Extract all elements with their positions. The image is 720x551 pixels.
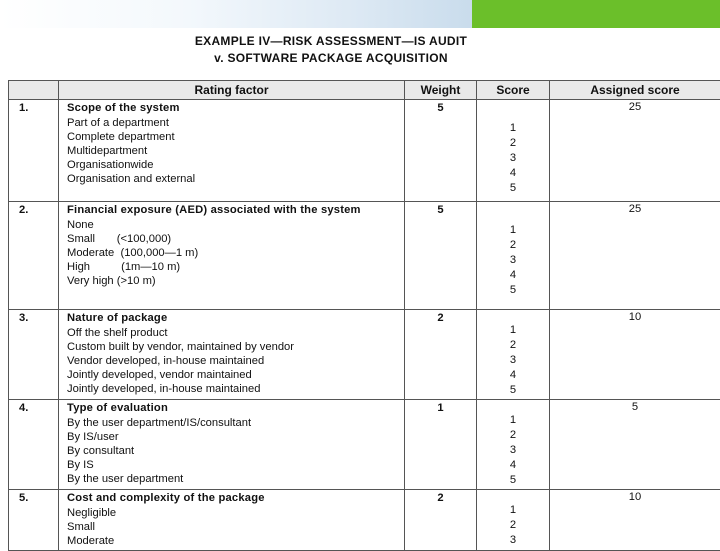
score-value: 2 (478, 338, 548, 353)
score-value: 1 (478, 413, 548, 428)
score-value: 5 (478, 473, 548, 488)
row-number: 2. (9, 202, 59, 310)
score-value: 2 (478, 518, 548, 533)
score-value: 1 (478, 323, 548, 338)
page-subtitle: v. SOFTWARE PACKAGE ACQUISITION (0, 51, 662, 65)
factor-option: Small (67, 520, 398, 534)
score-cell (477, 310, 550, 400)
row-number: 1. (9, 100, 59, 202)
score-list (478, 101, 548, 196)
score-value: 4 (478, 368, 548, 383)
rating-factor-cell (59, 490, 405, 551)
assigned-score-cell: 25 (550, 100, 720, 202)
score-cell (477, 400, 550, 490)
table-row (9, 202, 720, 310)
factor-option: Multidepartment (67, 144, 398, 158)
score-list (478, 203, 548, 298)
score-list (478, 491, 548, 548)
factor-option: Very high (>10 m) (67, 274, 398, 288)
assigned-score-cell: 5 (550, 400, 720, 490)
table-row (9, 100, 720, 202)
score-list (478, 311, 548, 398)
row-number: 4. (9, 400, 59, 490)
factor-option: Negligible (67, 506, 398, 520)
factor-option: Moderate (67, 534, 398, 548)
score-value: 3 (478, 253, 548, 268)
assigned-score-cell: 25 (550, 202, 720, 310)
score-value: 5 (478, 383, 548, 398)
factor-option: Organisationwide (67, 158, 398, 172)
weight-cell: 5 (405, 202, 477, 310)
table-header-row (9, 81, 720, 100)
score-value: 4 (478, 166, 548, 181)
factor-option: By the user department/IS/consultant (67, 416, 398, 430)
weight-cell: 2 (405, 490, 477, 551)
page-title: EXAMPLE IV—RISK ASSESSMENT—IS AUDIT (0, 34, 662, 48)
header-green-block (472, 0, 720, 28)
score-value: 1 (478, 223, 548, 238)
score-value: 3 (478, 353, 548, 368)
factor-title: Type of evaluation (67, 401, 398, 416)
factor-title: Cost and complexity of the package (67, 491, 398, 506)
weight-cell: 5 (405, 100, 477, 202)
factor-option: High (1m—10 m) (67, 260, 398, 274)
factor-option: Part of a department (67, 116, 398, 130)
factor-title: Scope of the system (67, 101, 398, 116)
factor-option: Jointly developed, vendor maintained (67, 368, 398, 382)
column-header-weight: Weight (405, 81, 477, 100)
score-value: 2 (478, 428, 548, 443)
factor-title: Nature of package (67, 311, 398, 326)
header-gradient-band (0, 0, 472, 28)
factor-option: By consultant (67, 444, 398, 458)
table-row (9, 400, 720, 490)
assigned-score-cell: 10 (550, 490, 720, 551)
factor-option: Jointly developed, in-house maintained (67, 382, 398, 396)
factor-option: Complete department (67, 130, 398, 144)
score-list (478, 401, 548, 488)
score-cell (477, 100, 550, 202)
assigned-score-cell: 10 (550, 310, 720, 400)
factor-option: By the user department (67, 472, 398, 486)
factor-option: Moderate (100,000—1 m) (67, 246, 398, 260)
rating-factor-cell (59, 202, 405, 310)
column-header-rating-factor: Rating factor (59, 81, 405, 100)
score-value: 3 (478, 533, 548, 548)
score-value: 3 (478, 443, 548, 458)
factor-option: By IS (67, 458, 398, 472)
score-value: 5 (478, 283, 548, 298)
table-row (9, 490, 720, 551)
column-header-score: Score (477, 81, 550, 100)
factor-option: Organisation and external (67, 172, 398, 186)
score-value: 2 (478, 238, 548, 253)
factor-option: By IS/user (67, 430, 398, 444)
column-header-blank (9, 81, 59, 100)
rating-factor-cell (59, 400, 405, 490)
weight-cell: 2 (405, 310, 477, 400)
score-value: 4 (478, 268, 548, 283)
score-value: 1 (478, 503, 548, 518)
rating-factor-cell (59, 100, 405, 202)
factor-option: Custom built by vendor, maintained by vendor (67, 340, 398, 354)
factor-option: None (67, 218, 398, 232)
score-value: 5 (478, 181, 548, 196)
factor-title: Financial exposure (AED) associated with the system (67, 203, 398, 218)
column-header-assigned-score: Assigned score (550, 81, 720, 100)
factor-option: Small (<100,000) (67, 232, 398, 246)
score-value: 2 (478, 136, 548, 151)
factor-option: Vendor developed, in-house maintained (67, 354, 398, 368)
score-value: 3 (478, 151, 548, 166)
risk-rating-table (8, 80, 720, 551)
score-cell (477, 490, 550, 551)
score-value: 1 (478, 121, 548, 136)
factor-option: Off the shelf product (67, 326, 398, 340)
weight-cell: 1 (405, 400, 477, 490)
rating-factor-cell (59, 310, 405, 400)
score-cell (477, 202, 550, 310)
table-row (9, 310, 720, 400)
row-number: 3. (9, 310, 59, 400)
row-number: 5. (9, 490, 59, 551)
score-value: 4 (478, 458, 548, 473)
